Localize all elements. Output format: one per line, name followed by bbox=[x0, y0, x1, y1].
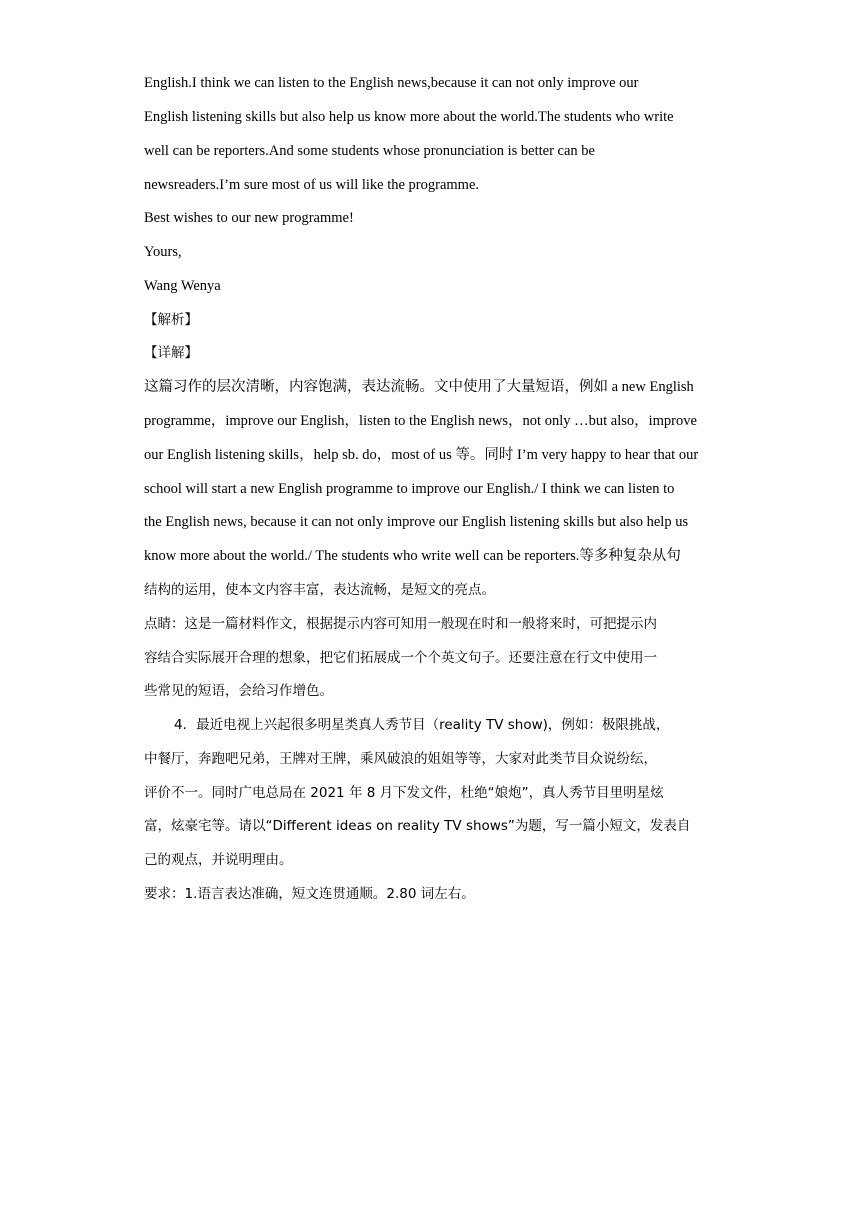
comment-line-3: 些常见的短语，会给习作增色。 bbox=[144, 683, 333, 699]
analysis-line-7: 结构的运用，使本文内容丰富，表达流畅，是短文的亮点。 bbox=[144, 582, 495, 598]
analysis-line-6: know more about the world./ The students who write well can be reporters.等多种复杂从句 bbox=[144, 548, 681, 564]
analysis-line-5: the English news, because it can not only improve our English listening skills but also help us bbox=[144, 514, 689, 530]
question4-line-1: 4．最近电视上兴起很多明星类真人秀节目（reality TV show)，例如：极限挑战， bbox=[174, 717, 670, 733]
question4-requirement: 要求：1.语言表达准确，短文连贯通顺。2.80 词左右。 bbox=[144, 886, 475, 902]
question4-line-2: 中餐厅，奔跑吧兄弟，王牌对王牌，乘风破浪的姐姐等等，大家对此类节目众说纷纭， bbox=[144, 751, 657, 767]
letter-line-4: newsreaders.I’m sure most of us will like the programme. bbox=[144, 177, 480, 193]
comment-line-2: 容结合实际展开合理的想象，把它们拓展成一个个英文句子。还要注意在行文中使用一 bbox=[144, 650, 657, 666]
analysis-line-2: programme，improve our English，listen to the English news，not only …but also，improve bbox=[144, 413, 697, 429]
question4-line-4: 富，炫豪宅等。请以“Different ideas on reality TV shows”为题，写一篇小短文，发表自 bbox=[144, 818, 691, 834]
comment-line-1: 点睛：这是一篇材料作文，根据提示内容可知用一般现在时和一般将来时，可把提示内 bbox=[144, 616, 657, 632]
letter-line-2: English listening skills but also help us know more about the world.The students who write bbox=[144, 109, 674, 125]
analysis-heading: 【解析】 bbox=[144, 312, 198, 328]
detail-heading: 【详解】 bbox=[144, 345, 198, 361]
letter-line-3: well can be reporters.And some students whose pronunciation is better can be bbox=[144, 143, 595, 159]
letter-signature: Wang Wenya bbox=[144, 278, 221, 294]
letter-line-1: English.I think we can listen to the English news,because it can not only improve our bbox=[144, 75, 639, 91]
question4-line-3: 评价不一。同时广电总局在 2021 年 8 月下发文件，杜绝“娘炮”，真人秀节目里明星炫 bbox=[144, 785, 664, 801]
letter-signoff: Yours, bbox=[144, 244, 182, 260]
analysis-line-3: our English listening skills，help sb. do，most of us 等。同时 I’m very happy to hear that our bbox=[144, 447, 699, 463]
analysis-line-1: 这篇习作的层次清晰，内容饱满，表达流畅。文中使用了大量短语，例如 a new English bbox=[144, 379, 694, 395]
analysis-line-4: school will start a new English programme to improve our English./ I think we can listen to bbox=[144, 481, 675, 497]
question4-line-5: 己的观点，并说明理由。 bbox=[144, 852, 293, 868]
letter-closing: Best wishes to our new programme! bbox=[144, 210, 354, 226]
